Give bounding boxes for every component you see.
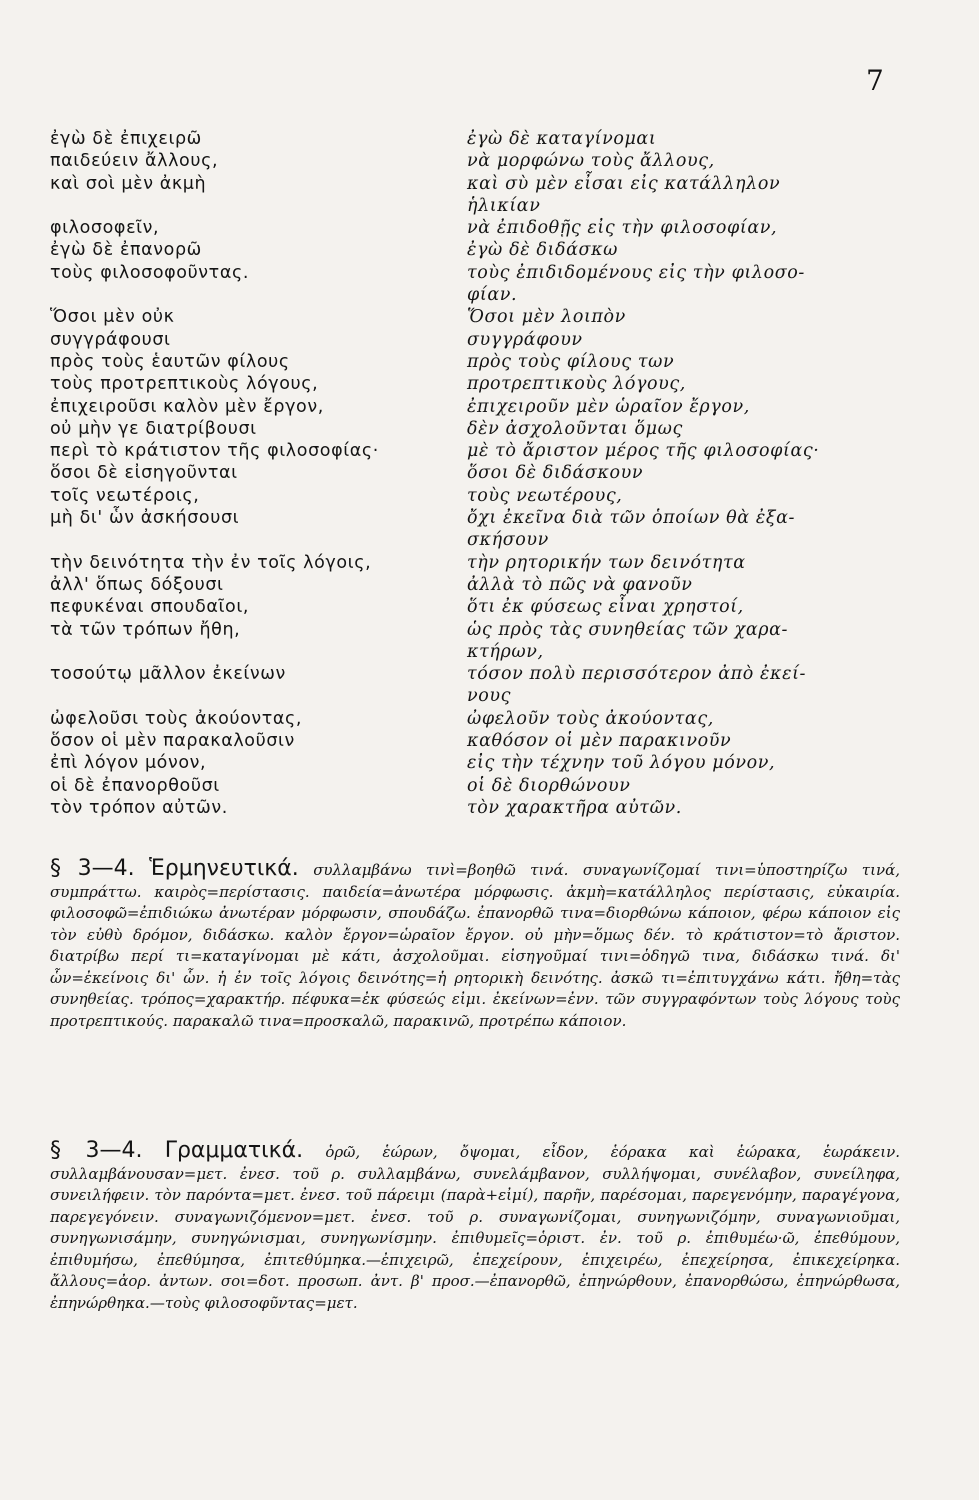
grammar-section-number: § 3—4. <box>50 1138 143 1163</box>
hermeneutics-notes <box>50 858 900 1032</box>
ancient-line <box>50 685 450 707</box>
translation-line: ἀλλὰ τὸ πῶς νὰ φανοῦν <box>467 574 693 595</box>
translation-line: οἱ δὲ διορθώνουν <box>467 775 631 796</box>
grammar-notes <box>50 1140 900 1314</box>
grammar-body: ὁρῶ, ἑώρων, ὄψομαι, εἶδον, ἑόρακα καὶ ἑώρακα, ἑωράκειν. συλλαμβάνουσαν=μετ. ἐνεσ. τοῦ ρ. συλλαμβάνω, συνελάμβανον, συλλήψομαι, συνέλαβον, συνείληφα, συνειλήφειν. τὸν παρόντα=μετ. ἐνεσ. τοῦ πάρειμι (παρὰ+εἰμί), παρῆν, παρέσομαι, παρεγενόμην, παραγέγονα, παρεγεγόνειν. συναγωνιζόμενον=μετ. ἐνεσ. τοῦ ρ. συναγωνίζομαι, συνηγωνιζόμην, συναγωνιοῦμαι, συνηγωνισάμην, συνηγώνισμαι, συνηγωνίσμην. ἐπιθυμεῖς=ὁριστ. ἐν. τοῦ ρ. ἐπιθυμέω·ῶ, ἐπεθύμουν, ἐπιθυμήσω, ἐπεθύμησα, ἐπιτεθύμηκα.—ἐπιχειρῶ, ἐπεχείρουν, ἐπιχειρέω, ἐπεχείρησα, ἐπικεχείρηκα. ἄλλους=ἀορ. ἀντων. σοι=δοτ. προσωπ. ἀντ. β' προσ.—ἐπανορθῶ, ἐπηνώρθουν, ἐπανορθώσω, ἐπηνώρθωσα, ἐπηνώρθηκα.—τοὺς φιλοσοφῦντας=μετ. <box>50 1143 900 1312</box>
translation-column <box>467 128 907 819</box>
ancient-line: οἱ δὲ ἐπανορθοῦσι <box>50 775 220 796</box>
translation-line: καθόσον οἱ μὲν παρακινοῦν <box>467 731 732 752</box>
ancient-line: ὅσοι δὲ εἰσηγοῦνται <box>50 463 238 484</box>
ancient-line: τοὺς προτρεπτικοὺς λόγους, <box>50 374 319 395</box>
ancient-line: πρὸς τοὺς ἑαυτῶν φίλους <box>50 351 290 372</box>
translation-line: δὲν ἀσχολοῦνται ὅμως <box>467 418 683 439</box>
hermeneutics-title: Ἑρμηνευτικά. <box>149 856 299 881</box>
ancient-line: φιλοσοφεῖν, <box>50 218 160 239</box>
ancient-line: οὐ μὴν γε διατρίβουσι <box>50 418 257 439</box>
hermeneutics-body: συλλαμβάνω τινὶ=βοηθῶ τινά. συναγωνίζομαί τινι=ὑποστηρίζω τινά, συμπράττω. καιρὸς=περίστασις. παιδεία=ἀνωτέρα μόρφωσις. ἀκμὴ=κατάλληλος περίστασις, εὐκαιρία. φιλοσοφῶ=ἐπιδιώκω ἀνωτέραν μόρφωσιν, σπουδάζω. ἐπανορθῶ τινα=διορθώνω κάποιον, φέρω κάποιον εἰς τὸν εὐθὺ δρόμον, διδάσκω. καλὸν ἔργον=ὡραῖον ἔργον. οὐ μὴν=ὅμως δέν. τὸ κράτιστον=τὸ ἄριστον. διατρίβω περί τι=καταγίνομαι μὲ κάτι, ἀσχολοῦμαι. εἰσηγοῦμαί τινι=ὁδηγῶ τινα, διδάσκω τινά. δι' ὧν=ἐκείνοις δι' ὧν. ἡ ἐν τοῖς λόγοις δεινότης=ἡ ρητορικὴ δεινότης. ἀσκῶ τι=ἐπιτυγχάνω κάτι. ἤθη=τὰς συνηθείας. τρόπος=χαρακτήρ. πέφυκα=ἐκ φύσεώς εἰμι. ἐκείνων=ἐνν. τῶν συγγραφόντων τοὺς λόγους τοὺς προτρεπτικούς. παρακαλῶ τινα=προσκαλῶ, παρακινῶ, προτρέπω κάποιον. <box>50 861 900 1030</box>
ancient-line: πεφυκέναι σπουδαῖοι, <box>50 597 250 618</box>
ancient-line: ἐπιχειροῦσι καλὸν μὲν ἔργον, <box>50 396 324 417</box>
translation-line: Ὅσοι μὲν λοιπὸν <box>467 307 626 328</box>
translation-line: τὸν χαρακτῆρα αὐτῶν. <box>467 797 682 818</box>
translation-line: προτρεπτικοὺς λόγους, <box>467 374 686 395</box>
ancient-line: περὶ τὸ κράτιστον τῆς φιλοσοφίας· <box>50 441 379 462</box>
ancient-line: ἐγὼ δὲ ἐπιχειρῶ <box>50 129 202 149</box>
ancient-line: τὴν δεινότητα τὴν ἐν τοῖς λόγοις, <box>50 552 372 573</box>
ancient-line <box>50 195 450 217</box>
translation-line: πρὸς τοὺς φίλους των <box>467 351 675 372</box>
translation-line: εἰς τὴν τέχνην τοῦ λόγου μόνον, <box>467 753 776 774</box>
ancient-line: τὸν τρόπον αὐτῶν. <box>50 797 228 818</box>
ancient-line: τοσούτῳ μᾶλλον ἐκείνων <box>50 664 286 685</box>
translation-line: συγγράφουν <box>467 329 583 350</box>
ancient-line: ὠφελοῦσι τοὺς ἀκούοντας, <box>50 708 303 729</box>
translation-line: τὴν ρητορικήν των δεινότητα <box>467 552 746 573</box>
translation-line: φίαν. <box>467 285 518 306</box>
translation-line: ὄχι ἐκεῖνα διὰ τῶν ὁποίων θὰ ἐξα- <box>467 508 796 529</box>
translation-line: ὡς πρὸς τὰς συνηθείας τῶν χαρα- <box>467 619 789 640</box>
grammar-title: Γραμματικά. <box>164 1138 304 1163</box>
translation-line: σκήσουν <box>467 530 549 551</box>
translation-line: τοὺς ἐπιδιδομένους εἰς τὴν φιλοσο- <box>467 262 805 283</box>
translation-line: καὶ σὺ μὲν εἶσαι εἰς κατάλληλον <box>467 173 781 194</box>
translation-line: τοὺς νεωτέρους, <box>467 485 623 506</box>
ancient-line <box>50 284 450 306</box>
translation-line: ὅσοι δὲ διδάσκουν <box>467 463 644 484</box>
page-number: 7 <box>866 64 884 97</box>
translation-line: ὅτι ἐκ φύσεως εἶναι χρηστοί, <box>467 597 744 618</box>
translation-line: νους <box>467 686 512 707</box>
ancient-line: ἀλλ' ὅπως δόξουσι <box>50 574 224 595</box>
translation-line: νὰ μορφώνω τοὺς ἄλλους, <box>467 151 715 172</box>
ancient-line: μὴ δι' ὧν ἀσκήσουσι <box>50 508 240 529</box>
ancient-line: ἐπὶ λόγον μόνον, <box>50 753 207 774</box>
translation-line: μὲ τὸ ἄριστον μέρος τῆς φιλοσοφίας· <box>467 441 820 462</box>
translation-line: ὠφελοῦν τοὺς ἀκούοντας, <box>467 708 714 729</box>
ancient-line: ἐγὼ δὲ ἐπανορῶ <box>50 240 202 261</box>
translation-line: κτήρων, <box>467 641 544 662</box>
ancient-line: συγγράφουσι <box>50 329 171 350</box>
translation-line: ἐγὼ δὲ διδάσκω <box>467 240 619 261</box>
translation-line: ἡλικίαν <box>467 195 541 216</box>
translation-line: νὰ ἐπιδοθῇς εἰς τὴν φιλοσοφίαν, <box>467 218 778 239</box>
ancient-line: τὰ τῶν τρόπων ἤθη, <box>50 619 241 640</box>
ancient-line: παιδεύειν ἄλλους, <box>50 151 219 172</box>
translation-line: τόσον πολὺ περισσότερον ἀπὸ ἐκεί- <box>467 664 807 685</box>
ancient-line <box>50 529 450 551</box>
hermeneutics-section-number: § 3—4. <box>50 856 135 881</box>
ancient-line: τοὺς φιλοσοφοῦντας. <box>50 262 249 283</box>
ancient-line: καὶ σοὶ μὲν ἀκμὴ <box>50 173 207 194</box>
ancient-line <box>50 641 450 663</box>
translation-line: ἐπιχειροῦν μὲν ὡραῖον ἔργον, <box>467 396 750 417</box>
translation-line: ἐγὼ δὲ καταγίνομαι <box>467 129 657 149</box>
ancient-line: ὅσον οἱ μὲν παρακαλοῦσιν <box>50 731 295 752</box>
ancient-text-column <box>50 128 450 819</box>
ancient-line: Ὅσοι μὲν οὐκ <box>50 307 175 328</box>
ancient-line: τοῖς νεωτέροις, <box>50 485 200 506</box>
